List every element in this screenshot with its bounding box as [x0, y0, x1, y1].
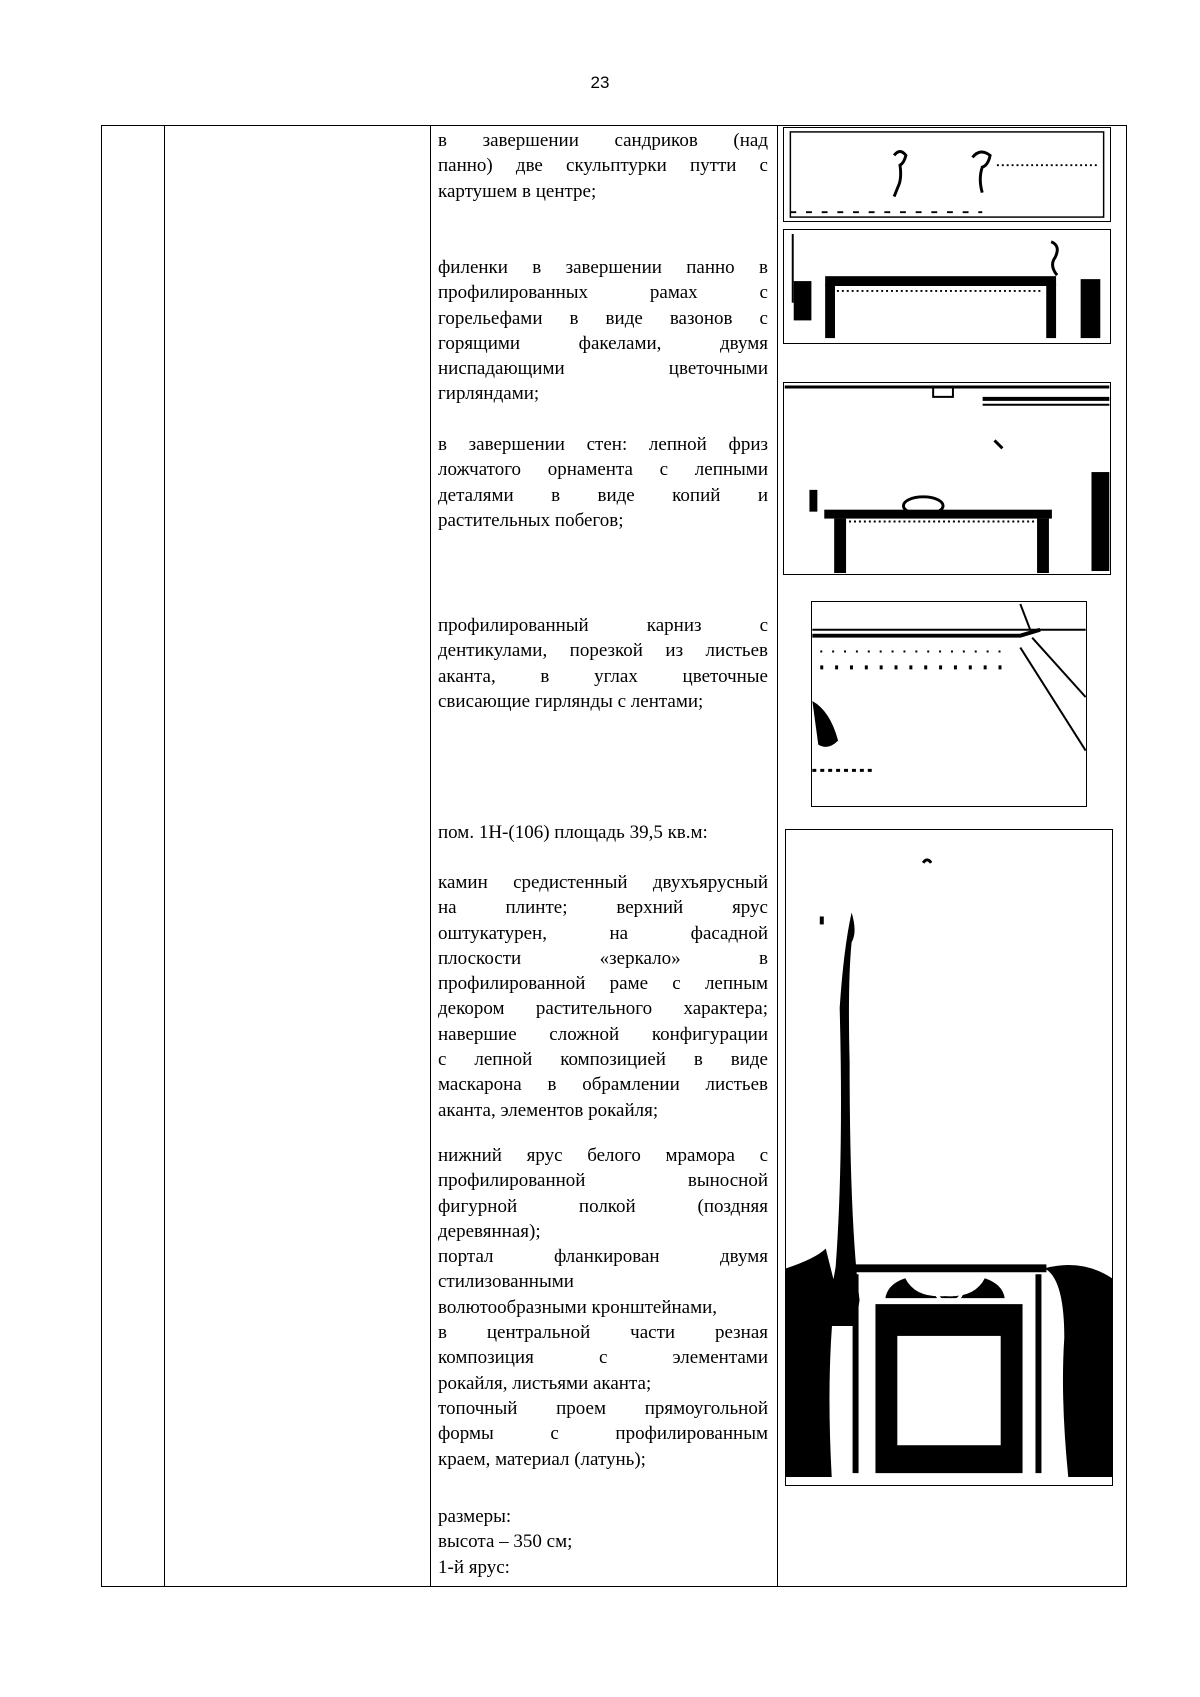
photo-sandriki — [783, 127, 1111, 222]
photo-karniz — [811, 601, 1087, 807]
photo-fireplace — [785, 829, 1113, 1486]
text-line: нижний ярус белого мрамора с — [438, 1145, 768, 1166]
text-line: в завершении сандриков (над — [438, 130, 768, 151]
text-line: растительных побегов; — [438, 509, 624, 531]
paragraph-nizhniy — [438, 1143, 768, 1472]
text-line: навершие сложной конфигурации — [438, 1023, 768, 1045]
photo-friz — [783, 382, 1111, 575]
text-line: деталями в виде копий и — [438, 484, 768, 506]
text-line: свисающие гирлянды с лентами; — [438, 690, 704, 712]
text-line: ложчатого орнамента с лепными — [438, 459, 768, 481]
text-line: горящими факелами, двумя — [438, 332, 768, 354]
text-line: профилированной раме с лепным — [438, 973, 768, 995]
text-line: профилированной выносной — [438, 1170, 768, 1192]
text-line: с лепной композицией в виде — [438, 1049, 768, 1071]
text-line: профилированный карниз с — [438, 615, 768, 636]
text-line: картушем в центре; — [438, 180, 597, 202]
text-line: портал фланкирован двумя — [438, 1246, 768, 1268]
text-line: дентикулами, порезкой из листьев — [438, 640, 768, 662]
text-line: панно) две скульптурки путти с — [438, 155, 768, 177]
column-divider-3 — [777, 125, 778, 1587]
text-line: в центральной части резная — [438, 1322, 768, 1344]
text-line: в завершении стен: лепной фриз — [438, 434, 768, 455]
text-line: оштукатурен, на фасадной — [438, 922, 768, 944]
text-line: декором растительного характера; — [438, 998, 768, 1020]
text-line: формы с профилированным — [438, 1423, 768, 1445]
text-line: рокайля, листьями аканта; — [438, 1372, 652, 1394]
text-line: деревянная); — [438, 1220, 541, 1242]
text-line: фигурной полкой (поздняя — [438, 1195, 768, 1217]
text-line: профилированных рамах с — [438, 282, 768, 304]
text-line: гирляндами; — [438, 383, 540, 405]
text-line: размеры: — [438, 1506, 512, 1527]
text-line: топочный проем прямоугольной — [438, 1397, 768, 1419]
paragraph-karniz — [438, 613, 768, 714]
text-line: филенки в завершении панно в — [438, 257, 768, 278]
paragraph-filenki — [438, 255, 768, 407]
paragraph-room — [438, 820, 768, 845]
text-line: 1-й ярус: — [438, 1556, 510, 1578]
text-line: высота – 350 см; — [438, 1531, 573, 1553]
column-divider-2 — [430, 125, 431, 1587]
text-line: краем, материал (латунь); — [438, 1448, 646, 1470]
paragraph-friz — [438, 432, 768, 533]
text-line: композиция с элементами — [438, 1347, 768, 1369]
text-line: аканта, в углах цветочные — [438, 665, 768, 687]
text-line: ниспадающими цветочными — [438, 358, 768, 380]
text-line: пом. 1Н-(106) площадь 39,5 кв.м: — [438, 822, 708, 843]
page-number: 23 — [590, 73, 610, 92]
paragraph-kamin — [438, 870, 768, 1123]
text-line: на плинте; верхний ярус — [438, 897, 768, 919]
paragraph-razmery — [438, 1504, 768, 1580]
text-line: плоскости «зеркало» в — [438, 947, 768, 969]
text-line: стилизованными — [438, 1271, 574, 1293]
text-line: аканта, элементов рокайля; — [438, 1099, 659, 1121]
text-line: маскарона в обрамлении листьев — [438, 1074, 768, 1096]
photo-filenki — [783, 229, 1111, 344]
text-line: горельефами в виде вазонов с — [438, 307, 768, 329]
text-line: камин средистенный двухъярусный — [438, 872, 768, 893]
text-line: волютообразными кронштейнами, — [438, 1296, 718, 1318]
column-divider-1 — [164, 125, 165, 1587]
paragraph-sandriki — [438, 128, 768, 204]
